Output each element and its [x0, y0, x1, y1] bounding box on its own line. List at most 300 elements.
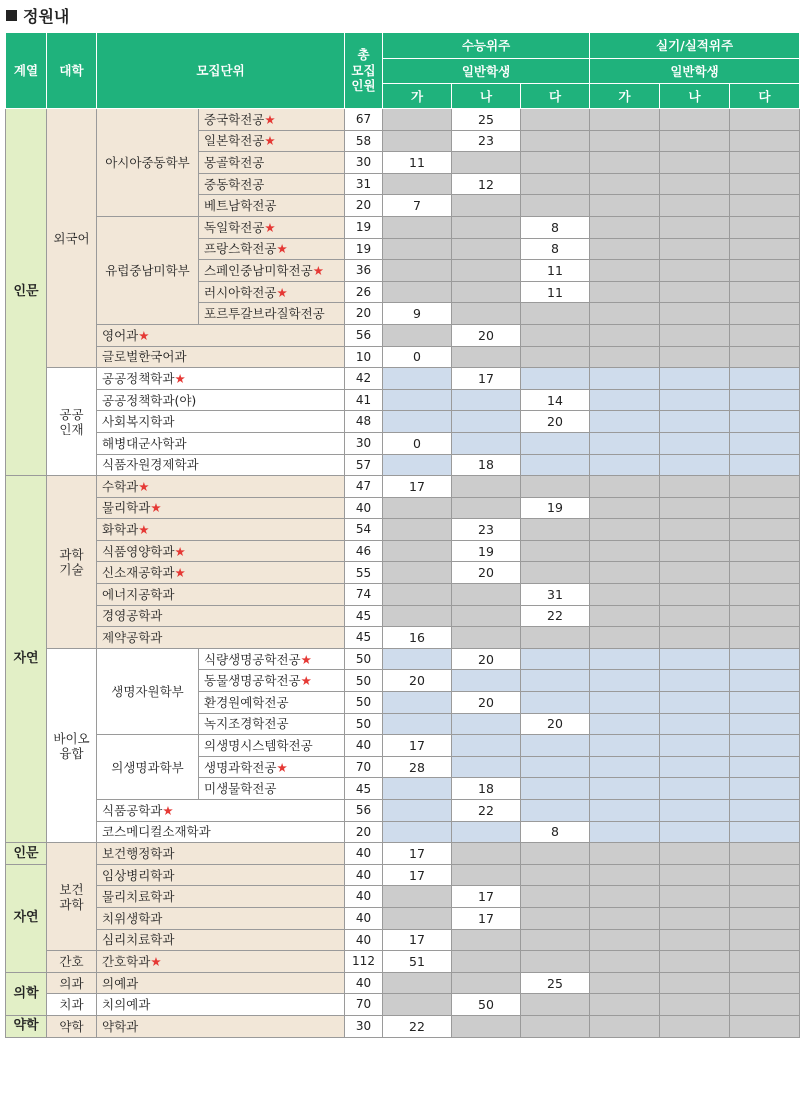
header-group-ga: 가 — [383, 84, 452, 109]
unit-name: 프랑스학전공 — [204, 241, 277, 257]
total-quota-cell: 50 — [345, 713, 383, 735]
practical-quota-cell — [590, 735, 660, 757]
csat-quota-cell — [383, 454, 452, 476]
major-cell — [199, 303, 345, 325]
csat-quota-cell — [383, 692, 452, 714]
csat-quota-cell — [452, 929, 521, 951]
table-row — [6, 109, 800, 131]
practical-quota-cell — [590, 843, 660, 865]
csat-quota-cell: 22 — [521, 605, 590, 627]
csat-quota-cell — [521, 1015, 590, 1037]
practical-quota-cell — [730, 756, 800, 778]
practical-quota-cell — [590, 173, 660, 195]
csat-quota-cell — [383, 411, 452, 433]
practical-quota-cell — [660, 238, 730, 260]
total-quota-cell: 56 — [345, 800, 383, 822]
unit-name: 경영공학과 — [102, 608, 163, 624]
practical-quota-cell — [660, 476, 730, 498]
table-row — [6, 584, 800, 606]
star-icon: ★ — [264, 133, 276, 149]
csat-quota-cell: 16 — [383, 627, 452, 649]
college-cell: 간호 — [47, 951, 97, 973]
table-row — [6, 497, 800, 519]
major-cell — [199, 670, 345, 692]
practical-quota-cell — [730, 216, 800, 238]
practical-quota-cell — [730, 324, 800, 346]
csat-quota-cell — [521, 929, 590, 951]
practical-quota-cell — [660, 216, 730, 238]
csat-quota-cell — [521, 195, 590, 217]
unit-name: 중동학전공 — [204, 176, 265, 192]
csat-quota-cell — [452, 303, 521, 325]
practical-quota-cell — [660, 843, 730, 865]
csat-quota-cell: 23 — [452, 130, 521, 152]
unit-name: 녹지조경학전공 — [204, 716, 289, 732]
college-cell: 공공 인재 — [47, 368, 97, 476]
csat-quota-cell — [521, 368, 590, 390]
csat-quota-cell — [383, 886, 452, 908]
total-quota-cell: 20 — [345, 821, 383, 843]
major-cell — [199, 648, 345, 670]
practical-quota-cell — [730, 540, 800, 562]
total-quota-cell: 40 — [345, 735, 383, 757]
csat-quota-cell: 0 — [383, 432, 452, 454]
total-quota-cell: 31 — [345, 173, 383, 195]
unit-name: 사회복지학과 — [102, 414, 175, 430]
practical-quota-cell — [730, 519, 800, 541]
csat-quota-cell — [452, 713, 521, 735]
csat-quota-cell: 22 — [383, 1015, 452, 1037]
total-quota-cell: 36 — [345, 260, 383, 282]
csat-quota-cell — [521, 907, 590, 929]
department-cell: 생명자원학부 — [97, 648, 199, 734]
practical-quota-cell — [730, 648, 800, 670]
csat-quota-cell — [521, 800, 590, 822]
csat-quota-cell: 19 — [452, 540, 521, 562]
square-bullet-icon — [6, 10, 17, 21]
practical-quota-cell — [660, 864, 730, 886]
csat-quota-cell — [383, 994, 452, 1016]
unit-name: 신소재공학과 — [102, 565, 175, 581]
practical-quota-cell — [660, 886, 730, 908]
table-row — [6, 346, 800, 368]
unit-name: 약학과 — [102, 1018, 139, 1034]
practical-quota-cell — [730, 260, 800, 282]
unit-cell — [97, 843, 345, 865]
total-quota-cell: 74 — [345, 584, 383, 606]
csat-quota-cell — [452, 584, 521, 606]
practical-quota-cell — [590, 562, 660, 584]
unit-name: 미생물학전공 — [204, 781, 277, 797]
major-cell — [199, 778, 345, 800]
csat-quota-cell: 11 — [521, 260, 590, 282]
total-quota-cell: 55 — [345, 562, 383, 584]
practical-quota-cell — [660, 756, 730, 778]
star-icon: ★ — [162, 802, 174, 818]
practical-quota-cell — [730, 109, 800, 131]
unit-name: 의생명시스템학전공 — [204, 738, 313, 754]
star-icon: ★ — [138, 327, 150, 343]
table-row — [6, 627, 800, 649]
csat-quota-cell — [452, 476, 521, 498]
practical-quota-cell — [660, 821, 730, 843]
csat-quota-cell — [383, 562, 452, 584]
csat-quota-cell — [452, 756, 521, 778]
total-quota-cell: 40 — [345, 864, 383, 886]
major-cell — [199, 281, 345, 303]
total-quota-cell: 19 — [345, 238, 383, 260]
total-quota-cell: 20 — [345, 303, 383, 325]
csat-quota-cell — [452, 972, 521, 994]
major-cell — [199, 713, 345, 735]
total-quota-cell: 50 — [345, 670, 383, 692]
practical-quota-cell — [730, 562, 800, 584]
college-cell: 약학 — [47, 1015, 97, 1037]
csat-quota-cell: 17 — [452, 368, 521, 390]
unit-cell — [97, 346, 345, 368]
practical-quota-cell — [590, 324, 660, 346]
unit-name: 일본학전공 — [204, 133, 265, 149]
practical-quota-cell — [660, 627, 730, 649]
unit-name: 제약공학과 — [102, 630, 163, 646]
practical-quota-cell — [730, 778, 800, 800]
csat-quota-cell — [452, 821, 521, 843]
unit-name: 베트남학전공 — [204, 198, 277, 214]
track-cell: 자연 — [6, 476, 47, 843]
header-group-da: 다 — [730, 84, 800, 109]
practical-quota-cell — [590, 368, 660, 390]
star-icon: ★ — [312, 262, 324, 278]
unit-name: 중국학전공 — [204, 111, 265, 127]
unit-cell — [97, 800, 345, 822]
college-cell: 바이오 융합 — [47, 648, 97, 842]
track-cell: 인문 — [6, 843, 47, 865]
practical-quota-cell — [730, 130, 800, 152]
practical-quota-cell — [730, 173, 800, 195]
star-icon: ★ — [276, 759, 288, 775]
total-quota-cell: 45 — [345, 627, 383, 649]
table-row — [6, 735, 800, 757]
practical-quota-cell — [730, 864, 800, 886]
practical-quota-cell — [660, 972, 730, 994]
practical-quota-cell — [590, 109, 660, 131]
practical-quota-cell — [590, 627, 660, 649]
unit-name: 해병대군사학과 — [102, 435, 187, 451]
unit-cell — [97, 821, 345, 843]
unit-name: 심리치료학과 — [102, 932, 175, 948]
csat-quota-cell — [521, 735, 590, 757]
csat-quota-cell: 11 — [521, 281, 590, 303]
unit-name: 환경원예학전공 — [204, 694, 289, 710]
practical-quota-cell — [590, 303, 660, 325]
csat-quota-cell — [452, 238, 521, 260]
star-icon: ★ — [174, 370, 186, 386]
practical-quota-cell — [730, 454, 800, 476]
csat-quota-cell — [452, 627, 521, 649]
csat-quota-cell — [383, 260, 452, 282]
total-quota-cell: 20 — [345, 195, 383, 217]
practical-quota-cell — [660, 907, 730, 929]
header-csat-general: 일반학생 — [383, 59, 590, 84]
practical-quota-cell — [590, 540, 660, 562]
practical-quota-cell — [730, 800, 800, 822]
track-cell: 자연 — [6, 864, 47, 972]
csat-quota-cell — [521, 303, 590, 325]
csat-quota-cell — [521, 130, 590, 152]
practical-quota-cell — [590, 972, 660, 994]
csat-quota-cell — [383, 324, 452, 346]
total-quota-cell: 42 — [345, 368, 383, 390]
csat-quota-cell — [383, 778, 452, 800]
csat-quota-cell: 14 — [521, 389, 590, 411]
practical-quota-cell — [590, 195, 660, 217]
table-row — [6, 454, 800, 476]
track-cell: 인문 — [6, 109, 47, 476]
csat-quota-cell — [452, 432, 521, 454]
practical-quota-cell — [660, 735, 730, 757]
unit-cell — [97, 584, 345, 606]
unit-cell — [97, 497, 345, 519]
header-unit: 모집단위 — [97, 33, 345, 109]
csat-quota-cell — [521, 886, 590, 908]
csat-quota-cell — [521, 540, 590, 562]
total-quota-cell: 48 — [345, 411, 383, 433]
practical-quota-cell — [590, 821, 660, 843]
practical-quota-cell — [660, 540, 730, 562]
unit-name: 글로벌한국어과 — [102, 349, 187, 365]
csat-quota-cell — [383, 972, 452, 994]
major-cell — [199, 756, 345, 778]
csat-quota-cell — [452, 1015, 521, 1037]
csat-quota-cell — [521, 627, 590, 649]
unit-name: 의예과 — [102, 975, 139, 991]
csat-quota-cell: 23 — [452, 519, 521, 541]
table-row — [6, 994, 800, 1016]
practical-quota-cell — [730, 476, 800, 498]
practical-quota-cell — [730, 346, 800, 368]
major-cell — [199, 260, 345, 282]
table-row — [6, 540, 800, 562]
college-cell: 과학 기술 — [47, 476, 97, 649]
practical-quota-cell — [590, 1015, 660, 1037]
table-row — [6, 864, 800, 886]
practical-quota-cell — [730, 411, 800, 433]
practical-quota-cell — [730, 886, 800, 908]
header-practical-general: 일반학생 — [590, 59, 800, 84]
practical-quota-cell — [730, 692, 800, 714]
header-group-na: 나 — [660, 84, 730, 109]
csat-quota-cell: 7 — [383, 195, 452, 217]
practical-quota-cell — [590, 864, 660, 886]
csat-quota-cell — [383, 389, 452, 411]
practical-quota-cell — [590, 130, 660, 152]
csat-quota-cell: 31 — [521, 584, 590, 606]
practical-quota-cell — [730, 303, 800, 325]
header-practical: 실기/실적위주 — [590, 33, 800, 59]
csat-quota-cell — [521, 843, 590, 865]
practical-quota-cell — [730, 497, 800, 519]
unit-cell — [97, 1015, 345, 1037]
practical-quota-cell — [590, 800, 660, 822]
star-icon: ★ — [150, 953, 162, 969]
unit-cell — [97, 476, 345, 498]
table-row — [6, 562, 800, 584]
practical-quota-cell — [730, 972, 800, 994]
csat-quota-cell: 12 — [452, 173, 521, 195]
major-cell — [199, 173, 345, 195]
csat-quota-cell — [452, 195, 521, 217]
practical-quota-cell — [730, 605, 800, 627]
csat-quota-cell: 17 — [383, 929, 452, 951]
total-quota-cell: 112 — [345, 951, 383, 973]
unit-name: 식품공학과 — [102, 802, 163, 818]
csat-quota-cell — [383, 605, 452, 627]
college-cell: 의과 — [47, 972, 97, 994]
csat-quota-cell: 20 — [452, 562, 521, 584]
star-icon: ★ — [264, 219, 276, 235]
unit-name: 영어과 — [102, 327, 139, 343]
practical-quota-cell — [660, 389, 730, 411]
unit-name: 식량생명공학전공 — [204, 651, 301, 667]
practical-quota-cell — [660, 605, 730, 627]
star-icon: ★ — [138, 478, 150, 494]
total-quota-cell: 26 — [345, 281, 383, 303]
table-row — [6, 886, 800, 908]
practical-quota-cell — [730, 238, 800, 260]
practical-quota-cell — [730, 994, 800, 1016]
csat-quota-cell: 20 — [521, 411, 590, 433]
practical-quota-cell — [590, 929, 660, 951]
practical-quota-cell — [660, 584, 730, 606]
practical-quota-cell — [730, 713, 800, 735]
total-quota-cell: 40 — [345, 843, 383, 865]
unit-name: 치위생학과 — [102, 910, 163, 926]
unit-cell — [97, 605, 345, 627]
total-quota-cell: 50 — [345, 648, 383, 670]
table-row — [6, 519, 800, 541]
unit-name: 동물생명공학전공 — [204, 673, 301, 689]
unit-cell — [97, 389, 345, 411]
csat-quota-cell — [383, 281, 452, 303]
total-quota-cell: 10 — [345, 346, 383, 368]
table-row — [6, 605, 800, 627]
practical-quota-cell — [590, 907, 660, 929]
practical-quota-cell — [730, 907, 800, 929]
unit-cell — [97, 454, 345, 476]
star-icon: ★ — [174, 543, 186, 559]
star-icon: ★ — [300, 651, 312, 667]
practical-quota-cell — [590, 756, 660, 778]
total-quota-cell: 40 — [345, 886, 383, 908]
major-cell — [199, 109, 345, 131]
practical-quota-cell — [660, 324, 730, 346]
unit-name: 간호학과 — [102, 953, 151, 969]
unit-cell — [97, 540, 345, 562]
csat-quota-cell — [383, 216, 452, 238]
department-cell: 유럽중남미학부 — [97, 216, 199, 324]
unit-cell — [97, 886, 345, 908]
total-quota-cell: 40 — [345, 497, 383, 519]
header-group-na: 나 — [452, 84, 521, 109]
csat-quota-cell — [383, 540, 452, 562]
csat-quota-cell: 25 — [452, 109, 521, 131]
csat-quota-cell: 17 — [383, 843, 452, 865]
practical-quota-cell — [590, 389, 660, 411]
table-row — [6, 821, 800, 843]
csat-quota-cell — [521, 152, 590, 174]
csat-quota-cell: 51 — [383, 951, 452, 973]
practical-quota-cell — [730, 929, 800, 951]
practical-quota-cell — [660, 411, 730, 433]
practical-quota-cell — [590, 670, 660, 692]
csat-quota-cell — [521, 648, 590, 670]
csat-quota-cell — [383, 130, 452, 152]
college-cell: 보건 과학 — [47, 843, 97, 951]
total-quota-cell: 47 — [345, 476, 383, 498]
csat-quota-cell — [521, 432, 590, 454]
table-row — [6, 389, 800, 411]
total-quota-cell: 30 — [345, 432, 383, 454]
csat-quota-cell — [521, 324, 590, 346]
header-college: 대학 — [47, 33, 97, 109]
table-row — [6, 929, 800, 951]
header-track: 계열 — [6, 33, 47, 109]
unit-cell — [97, 994, 345, 1016]
total-quota-cell: 19 — [345, 216, 383, 238]
unit-name: 공공정책학과 — [102, 370, 175, 386]
csat-quota-cell — [383, 497, 452, 519]
csat-quota-cell: 8 — [521, 216, 590, 238]
practical-quota-cell — [660, 281, 730, 303]
star-icon: ★ — [138, 522, 150, 538]
csat-quota-cell — [383, 519, 452, 541]
csat-quota-cell — [452, 951, 521, 973]
major-cell — [199, 238, 345, 260]
practical-quota-cell — [660, 692, 730, 714]
csat-quota-cell: 50 — [452, 994, 521, 1016]
header-total: 총 모집 인원 — [345, 33, 383, 109]
total-quota-cell: 45 — [345, 605, 383, 627]
header-group-ga: 가 — [590, 84, 660, 109]
college-cell: 외국어 — [47, 109, 97, 368]
csat-quota-cell — [452, 389, 521, 411]
total-quota-cell: 46 — [345, 540, 383, 562]
practical-quota-cell — [590, 152, 660, 174]
major-cell — [199, 130, 345, 152]
practical-quota-cell — [590, 238, 660, 260]
csat-quota-cell — [521, 670, 590, 692]
practical-quota-cell — [730, 1015, 800, 1037]
practical-quota-cell — [590, 260, 660, 282]
csat-quota-cell: 17 — [383, 735, 452, 757]
csat-quota-cell: 19 — [521, 497, 590, 519]
csat-quota-cell: 20 — [452, 648, 521, 670]
practical-quota-cell — [660, 260, 730, 282]
star-icon: ★ — [276, 284, 288, 300]
star-icon: ★ — [150, 500, 162, 516]
unit-cell — [97, 972, 345, 994]
csat-quota-cell — [383, 907, 452, 929]
csat-quota-cell — [452, 735, 521, 757]
unit-name: 물리학과 — [102, 500, 151, 516]
practical-quota-cell — [730, 584, 800, 606]
practical-quota-cell — [660, 648, 730, 670]
practical-quota-cell — [660, 368, 730, 390]
csat-quota-cell: 20 — [452, 324, 521, 346]
table-row — [6, 476, 800, 498]
practical-quota-cell — [660, 173, 730, 195]
csat-quota-cell: 17 — [383, 864, 452, 886]
